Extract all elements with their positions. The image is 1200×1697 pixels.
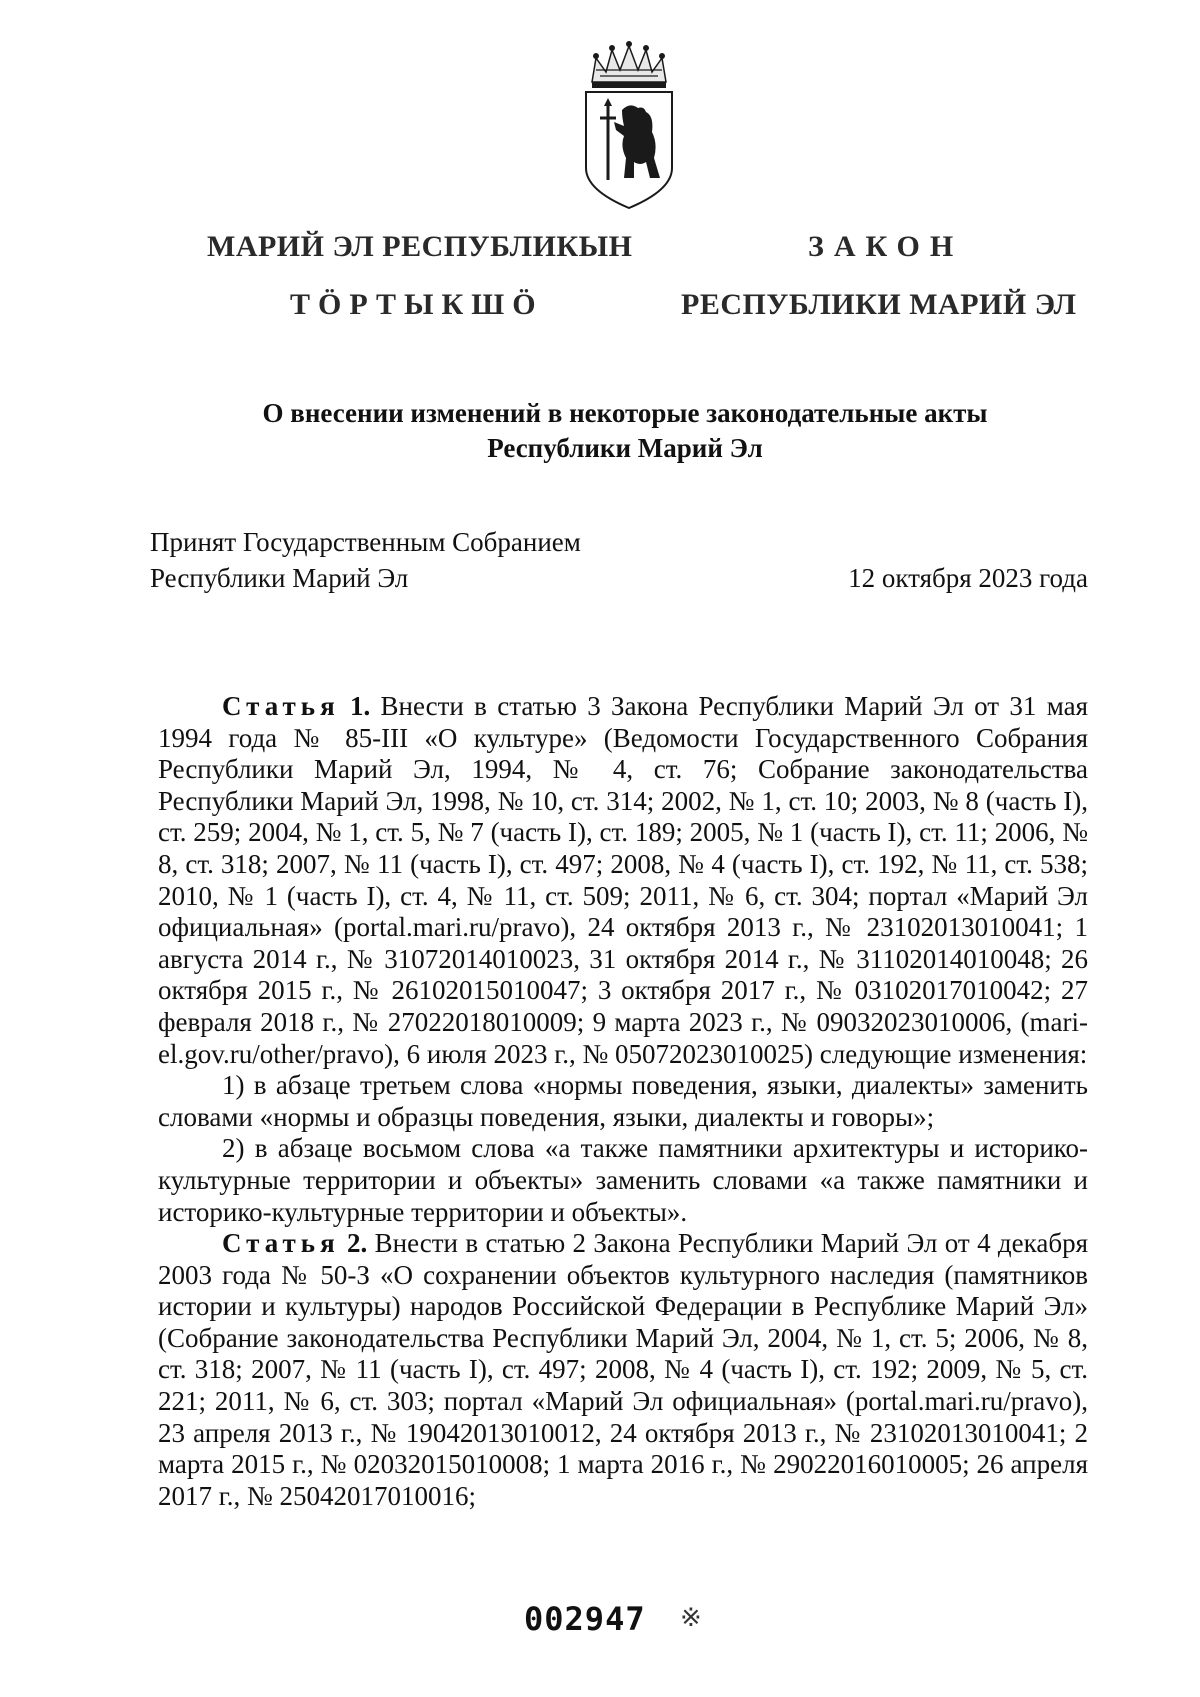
serial-number: 002947	[524, 1600, 646, 1638]
document-title	[150, 396, 1100, 466]
adoption-line-1: Принят Государственным Собранием	[150, 527, 581, 557]
article-2-label: Статья	[222, 1228, 340, 1259]
article-1-item-1: 1) в абзаце третьем слова «нормы поведения, языки, диалекты» заменить словами «нормы и образцы поведения, языки, диалекты и говоры»;	[158, 1070, 1088, 1132]
article-2-paragraph	[158, 1228, 1088, 1512]
article-1-label: Статья	[222, 691, 340, 721]
article-1-number: 1.	[349, 691, 371, 721]
coat-of-arms-icon	[574, 40, 684, 212]
adoption-info	[150, 524, 581, 596]
title-line-2: Республики Марий Эл	[487, 433, 763, 463]
header-mari-republic: МАРИЙ ЭЛ РЕСПУБЛИКЫН	[207, 230, 633, 263]
article-2-text: Внести в статью 2 Закона Республики Марий Эл от 4 декабря 2003 года № 50-З «О сохранении объектов культурного наследия (памятников истории и культуры) народов Российской Федерации в Республике Марий Эл» (Собрание законодательства Республики Марий Эл, 2004, № 1, ст. 5; 2006, № 8, ст. 318; 2007, № 11 (часть I), ст. 497; 2008, № 4 (часть I), ст. 192; 2009, № 5, ст. 221; 2011, № 6, ст. 303; портал «Марий Эл официальная» (portal.mari.ru/pravo), 23 апреля 2013 г., № 19042013010012, 24 октября 2013 г., № 23102013010041; 2 марта 2015 г., № 02032015010008; 1 марта 2016 г., № 29022016010005; 26 апреля 2017 г., № 25042017010016;	[158, 1228, 1088, 1511]
header-mari-law: ТӦРТЫКШӦ	[290, 288, 544, 321]
adoption-date: 12 октября 2023 года	[848, 563, 1088, 593]
header-republic: РЕСПУБЛИКИ МАРИЙ ЭЛ	[681, 288, 1077, 321]
adoption-line-2: Республики Марий Эл	[150, 563, 409, 593]
header-law: ЗАКОН	[808, 230, 964, 263]
article-1-text: Внести в статью 3 Закона Республики Марий Эл от 31 мая 1994 года № 85-III «О культуре» (Ведомости Государственного Собрания Республики Марий Эл, 1994, № 4, ст. 76; Собрание законодательства Республики Марий Эл, 1998, № 10, ст. 314; 2002, № 1, ст. 10; 2003, № 8 (часть I), ст. 259; 2004, № 1, ст. 5, № 7 (часть I), ст. 189; 2005, № 1 (часть I), ст. 11; 2006, № 8, ст. 318; 2007, № 11 (часть I), ст. 497; 2008, № 4 (часть I), ст. 192, № 11, ст. 538; 2010, № 1 (часть I), ст. 4, № 11, ст. 509; 2011, № 6, ст. 304; портал «Марий Эл официальная» (portal.mari.ru/pravo), 24 октября 2013 г., № 23102013010041; 1 августа 2014 г., № 31072014010023, 31 октября 2014 г., № 31102014010048; 26 октября 2015 г., № 26102015010047; 3 октября 2017 г., № 03102017010042; 27 февраля 2018 г., № 27022018010009; 9 марта 2023 г., № 09032023010006, (mari-el.gov.ru/other/pravo), 6 июля 2023 г., № 05072023010025) следующие изменения:	[158, 691, 1088, 1069]
asterisk-mark-icon: ※	[680, 1603, 702, 1632]
article-1-paragraph	[158, 691, 1088, 1070]
document-body	[158, 691, 1088, 1512]
title-line-1: О внесении изменений в некоторые законодательные акты	[262, 398, 988, 428]
article-1-item-2: 2) в абзаце восьмом слова «а также памятники архитектуры и историко-культурные территории и объекты» заменить словами «а также памятники и историко-культурные территории и объекты».	[158, 1133, 1088, 1227]
article-2-number: 2.	[347, 1228, 368, 1259]
